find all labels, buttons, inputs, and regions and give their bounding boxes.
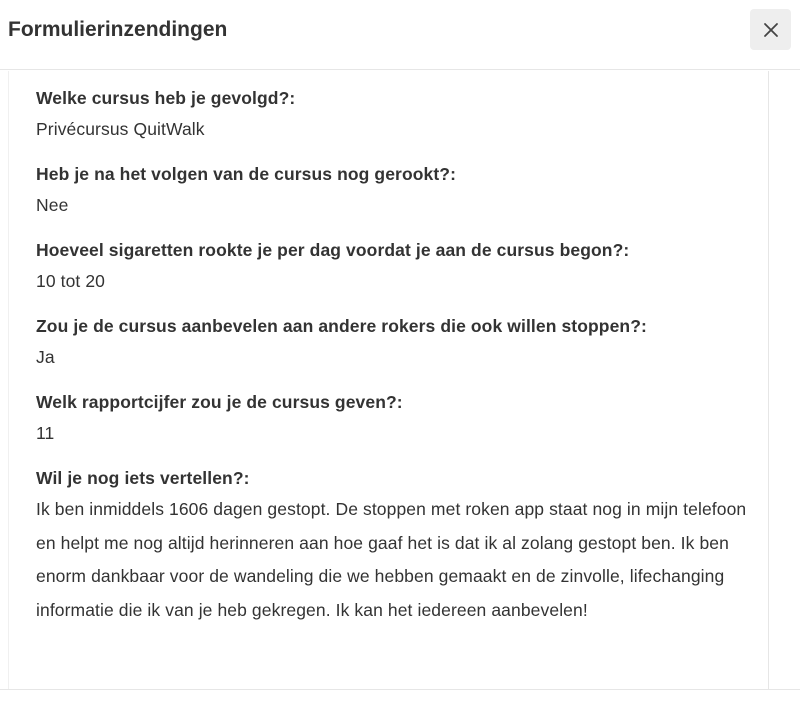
bottom-divider — [0, 689, 800, 690]
field-question: Zou je de cursus aanbevelen aan andere rokers die ook willen stoppen?: — [36, 316, 647, 336]
field-question: Hoeveel sigaretten rookte je per dag voordat je aan de cursus begon?: — [36, 240, 630, 260]
field-answer: Ik ben inmiddels 1606 dagen gestopt. De stoppen met roken app staat nog in mijn telefoon en helpt me nog altijd herinneren aan hoe gaaf het is dat ik al zolang gestopt ben. Ik ben enorm dankbaar voor de wandeling die we hebben gemaakt en de zinvolle, lifechanging informatie die ik van je heb gekregen. Ik kan het iedereen aanbevelen! — [36, 499, 747, 620]
field-answer: Privécursus QuitWalk — [36, 119, 205, 139]
close-button[interactable] — [750, 9, 791, 50]
field-question: Welk rapportcijfer zou je de cursus geven?: — [36, 392, 403, 412]
submission-field — [36, 86, 751, 141]
modal-title: Formulierinzendingen — [8, 18, 228, 41]
submission-field — [36, 466, 751, 627]
field-question: Heb je na het volgen van de cursus nog gerookt?: — [36, 164, 457, 184]
submission-field — [36, 162, 751, 217]
close-icon — [763, 22, 779, 38]
field-answer: 11 — [36, 423, 55, 443]
submission-list — [36, 86, 751, 648]
modal-header — [0, 0, 800, 70]
field-question: Wil je nog iets vertellen?: — [36, 468, 250, 488]
submission-field — [36, 314, 751, 369]
field-answer: 10 tot 20 — [36, 271, 106, 291]
submission-field — [36, 390, 751, 445]
field-answer: Nee — [36, 195, 69, 215]
field-answer: Ja — [36, 347, 55, 367]
submission-field — [36, 238, 751, 293]
field-question: Welke cursus heb je gevolgd?: — [36, 88, 296, 108]
